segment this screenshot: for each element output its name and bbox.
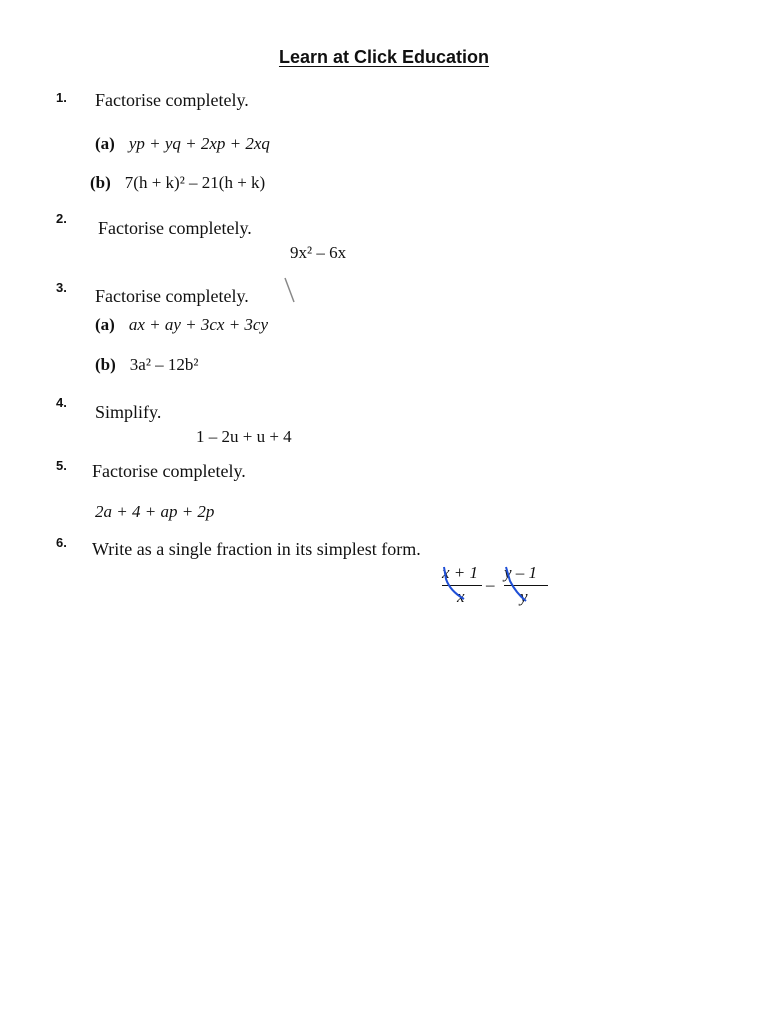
question-1a-label: (a) [95,134,115,153]
question-1-instruction: Factorise completely. [95,90,249,110]
question-5-instruction: Factorise completely. [92,461,246,481]
question-3-instruction: Factorise completely. [95,286,249,306]
question-6-expression [440,561,560,611]
question-5-number: 5. [56,458,67,473]
pencil-stroke-mark [282,276,298,306]
question-1-number: 1. [56,90,67,105]
fraction-operator: – [486,575,495,594]
question-6-instruction: Write as a single fraction in its simplest form. [92,539,421,559]
fraction-1-denominator: x [457,587,465,606]
question-3a-expression: ax + ay + 3cx + 3cy [128,315,269,334]
question-4-number: 4. [56,395,67,410]
question-4-expression: 1 – 2u + u + 4 [196,427,292,446]
question-1b-label: (b) [90,173,111,192]
question-3a [95,315,268,335]
question-1b [90,173,265,193]
fraction-2-numerator: y – 1 [504,563,538,582]
fraction-2-denominator: y [520,587,528,606]
question-5-expression: 2a + 4 + ap + 2p [95,502,215,521]
question-3a-label: (a) [95,315,115,334]
page-title: Learn at Click Education [278,47,490,67]
question-2-instruction: Factorise completely. [98,218,252,238]
question-3-number: 3. [56,280,67,295]
question-1a [95,134,270,154]
question-2-number: 2. [56,211,67,226]
question-1a-expression: yp + yq + 2xp + 2xq [128,134,270,153]
question-3b [95,355,199,375]
question-1b-expression: 7(h + k)² – 21(h + k) [124,173,266,192]
question-4-instruction: Simplify. [95,402,162,422]
question-2-expression: 9x² – 6x [290,243,347,262]
blue-cancel-marks [440,561,560,611]
fraction-1-numerator: x + 1 [442,563,479,582]
question-3b-expression: 3a² – 12b² [129,355,199,374]
question-6-number: 6. [56,535,67,550]
question-3b-label: (b) [95,355,116,374]
